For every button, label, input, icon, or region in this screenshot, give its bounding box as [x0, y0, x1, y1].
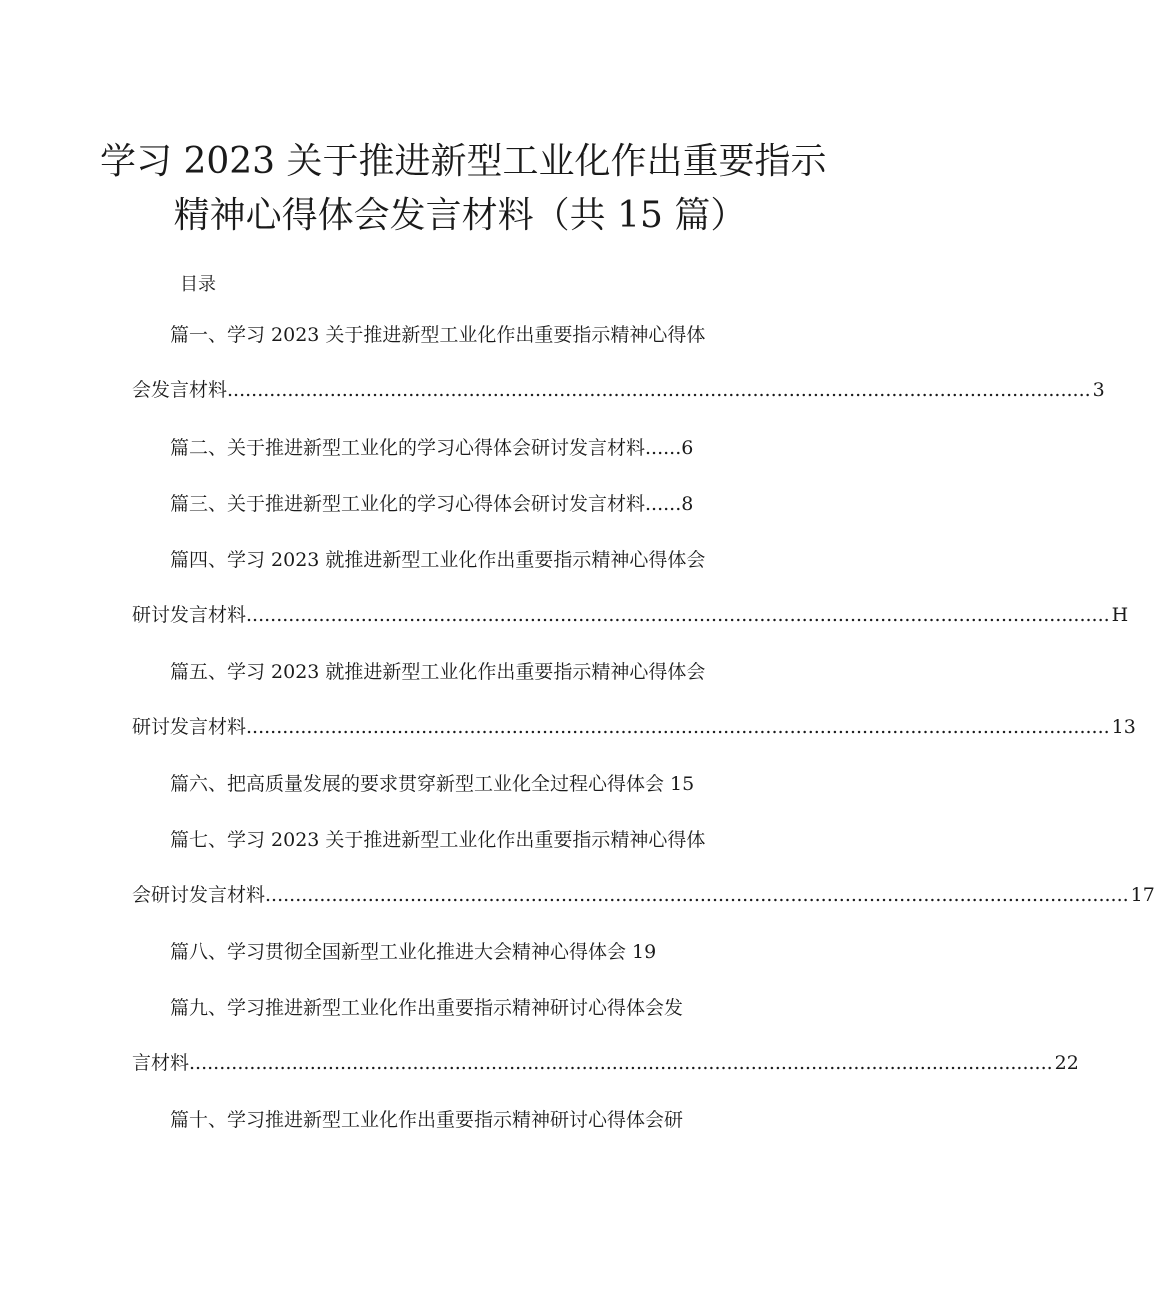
toc-entry-6[interactable]: 篇六、把高质量发展的要求贯穿新型工业化全过程心得体会 15	[170, 773, 695, 795]
leader-dots: ...............................................................................................................................................	[189, 1052, 1053, 1074]
toc-entry-8[interactable]: 篇八、学习贯彻全国新型工业化推进大会精神心得体会 19	[170, 941, 657, 963]
toc-entry-text: 会发言材料	[132, 379, 228, 401]
toc-entry-7-line1[interactable]: 篇七、学习 2023 关于推进新型工业化作出重要指示精神心得体	[170, 829, 706, 851]
toc-entry-2[interactable]: 篇二、关于推进新型工业化的学习心得体会研讨发言材料......6	[170, 437, 694, 459]
toc-entry-text: 言材料	[132, 1052, 190, 1074]
leader-dots: ...............................................................................................................................................	[246, 604, 1110, 626]
leader-dots: ...............................................................................................................................................	[227, 379, 1091, 401]
toc-entry-1-line1[interactable]: 篇一、学习 2023 关于推进新型工业化作出重要指示精神心得体	[170, 324, 706, 346]
leader-dots: ...............................................................................................................................................	[246, 716, 1110, 738]
document-title-line2: 精神心得体会发言材料（共 15 篇）	[173, 195, 747, 236]
toc-entry-1-line2[interactable]	[132, 378, 1105, 402]
toc-entry-5-line2[interactable]	[132, 715, 1136, 739]
page-number: 22	[1054, 1052, 1079, 1074]
page-number: 3	[1092, 379, 1105, 401]
toc-entry-text: 研讨发言材料	[132, 716, 247, 738]
toc-label: 目录	[180, 274, 216, 295]
toc-entry-text: 会研讨发言材料	[132, 884, 266, 906]
page-number: 13	[1111, 716, 1136, 738]
toc-entry-5-line1[interactable]: 篇五、学习 2023 就推进新型工业化作出重要指示精神心得体会	[170, 661, 706, 683]
leader-dots: ...............................................................................................................................................	[265, 884, 1129, 906]
toc-entry-text: 研讨发言材料	[132, 604, 247, 626]
toc-entry-10[interactable]: 篇十、学习推进新型工业化作出重要指示精神研讨心得体会研	[170, 1109, 684, 1131]
toc-entry-3[interactable]: 篇三、关于推进新型工业化的学习心得体会研讨发言材料......8	[170, 493, 694, 515]
toc-entry-7-line2[interactable]	[132, 883, 1155, 907]
toc-entry-4-line1[interactable]: 篇四、学习 2023 就推进新型工业化作出重要指示精神心得体会	[170, 549, 706, 571]
page-number: 17	[1130, 884, 1155, 906]
toc-entry-4-line2[interactable]	[132, 603, 1129, 627]
toc-entry-9-line2[interactable]	[132, 1051, 1079, 1075]
page-number: H	[1111, 604, 1129, 626]
document-title-line1: 学习 2023 关于推进新型工业化作出重要指示	[100, 141, 827, 182]
toc-entry-9-line1[interactable]: 篇九、学习推进新型工业化作出重要指示精神研讨心得体会发	[170, 997, 684, 1019]
